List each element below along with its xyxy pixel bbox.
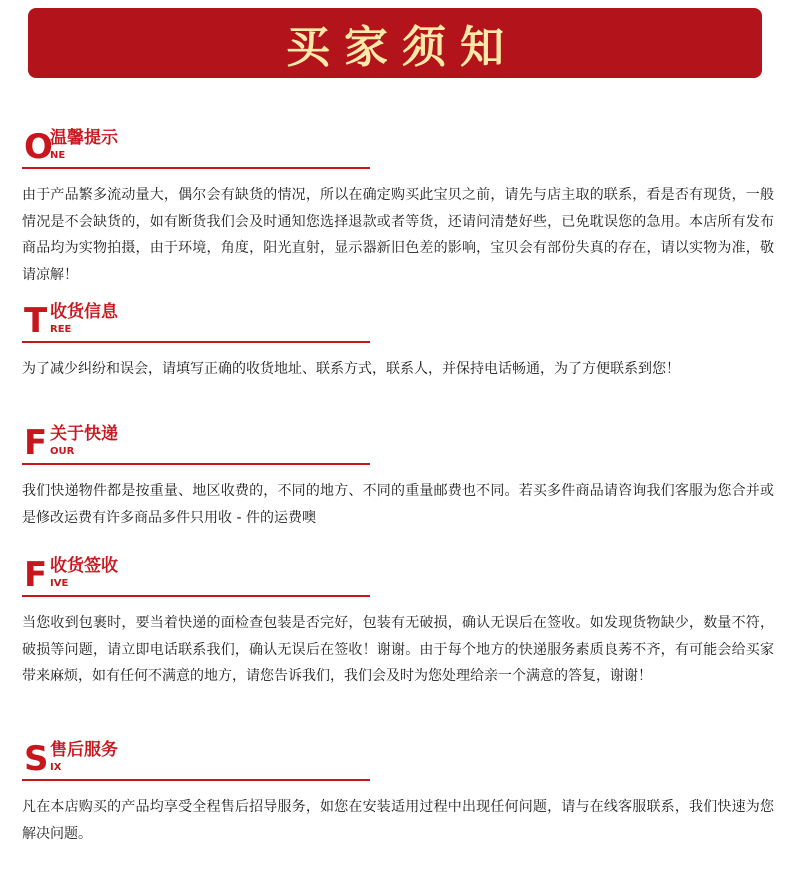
section-header — [22, 740, 774, 786]
section-header — [22, 424, 774, 470]
section-header — [22, 556, 774, 602]
section-title: 售后服务 — [50, 740, 118, 760]
section-tips — [22, 128, 774, 288]
section-after-sales — [22, 740, 774, 847]
section-subtitle: IX — [50, 762, 62, 773]
section-body: 由于产品繁多流动量大，偶尔会有缺货的情况，所以在确定购买此宝贝之前，请先与店主取的联系，看是否有现货，一般情况是不会缺货的，如有断货我们会及时通知您选择退款或者等货，还请问清楚好些，已免耽误您的急用。本店所有发布商品均为实物拍摄，由于环境，角度，阳光直射，显示器新旧色差的影响，宝贝会有部份失真的存在，请以实物为准，敬请凉解！ — [22, 187, 774, 283]
section-divider — [22, 779, 370, 781]
section-body: 当您收到包裹时，要当着快递的面检查包装是否完好，包装有无破损，确认无误后在签收。如发现货物缺少，数量不符，破损等问题，请立即电话联系我们，确认无误后在签收！谢谢。由于每个地方的快递服务素质良莠不齐，有可能会给买家带来麻烦，如有任何不满意的地方，请您告诉我们，我们会及时为您处理给亲一个满意的答复，谢谢！ — [22, 615, 774, 684]
section-title: 收货信息 — [50, 302, 118, 322]
section-initial: F — [24, 555, 48, 595]
section-delivery-info — [22, 302, 774, 383]
section-divider — [22, 167, 370, 169]
section-divider — [22, 341, 370, 343]
section-header — [22, 128, 774, 174]
page-title: 买家须知 — [286, 22, 518, 73]
section-divider — [22, 463, 370, 465]
section-subtitle: IVE — [50, 578, 69, 589]
section-initial: F — [24, 423, 48, 463]
section-body: 为了减少纠纷和误会，请填写正确的收货地址、联系方式，联系人，并保持电话畅通，为了方便联系到您！ — [22, 361, 680, 377]
section-title: 关于快递 — [50, 424, 118, 444]
section-initial: O — [24, 127, 53, 167]
section-body: 我们快递物件都是按重量、地区收费的，不同的地方、不同的重量邮费也不同。若买多件商品请咨询我们客服为您合并或是修改运费有许多商品多件只用收 - 件的运费噢 — [22, 483, 774, 526]
section-initial: S — [24, 739, 49, 779]
section-initial: T — [24, 301, 48, 341]
section-header — [22, 302, 774, 348]
section-title: 温馨提示 — [50, 128, 118, 148]
section-courier — [22, 424, 774, 531]
section-subtitle: OUR — [50, 446, 75, 457]
header-banner — [28, 8, 762, 78]
section-subtitle: REE — [50, 324, 72, 335]
section-receipt — [22, 556, 774, 690]
section-body: 凡在本店购买的产品均享受全程售后招导服务，如您在安装适用过程中出现任何问题，请与在线客服联系，我们快速为您解决问题。 — [22, 799, 774, 842]
section-divider — [22, 595, 370, 597]
section-subtitle: NE — [50, 150, 66, 161]
section-title: 收货签收 — [50, 556, 118, 576]
